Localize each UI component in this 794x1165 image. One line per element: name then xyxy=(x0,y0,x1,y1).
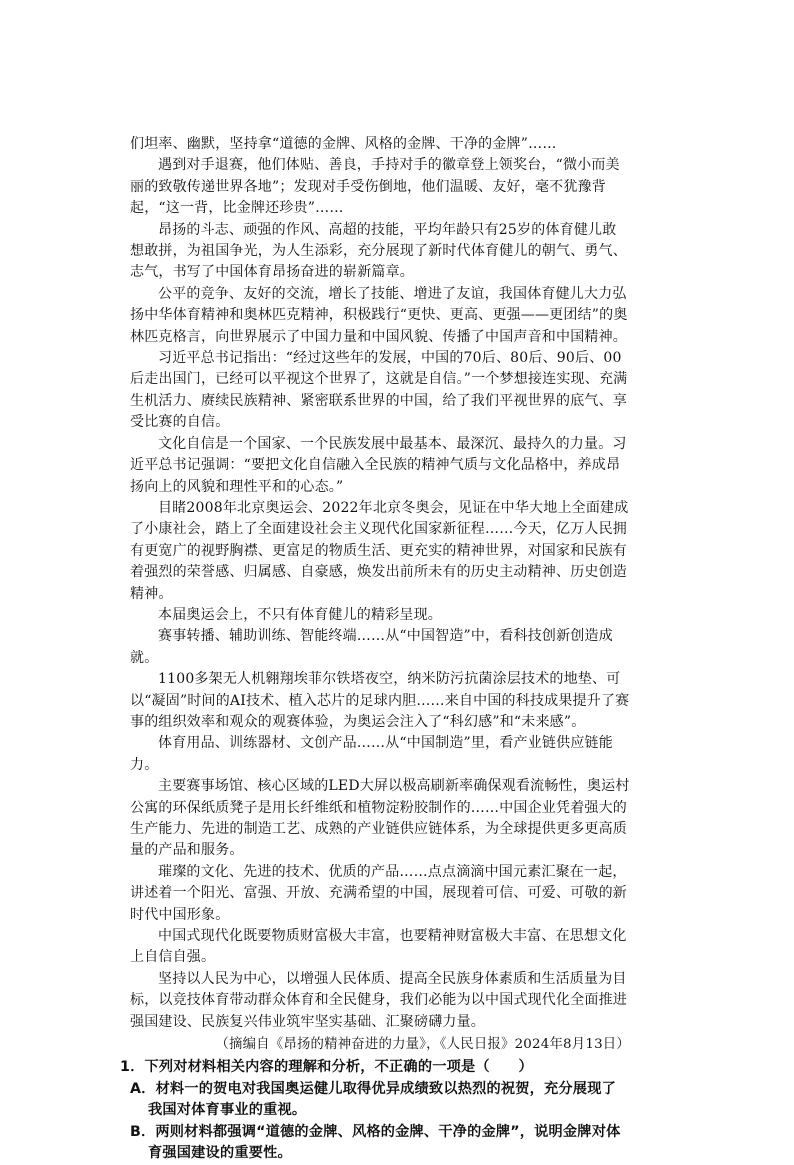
paragraph-7: 目睹2008年北京奥运会、2022年北京冬奥会，见证在中华大地上全面建成了小康社会，踏上了全面建设社会主义现代化国家新征程……今天，亿万人民拥有更宽广的视野胸襟、更富足的物质生活、更充实的精神世界，对国家和民族有着强烈的荣誉感、归属感、自豪感，焕发出前所未有的历史主动精神、历史创造精神。 xyxy=(130,499,629,602)
paragraph-1: 们坦率、幽默，坚持拿“道德的金牌、风格的金牌、干净的金牌”…… xyxy=(130,136,557,152)
paragraph-9: 赛事转播、辅助训练、智能终端……从“中国智造”中，看科技创新创造成就。 xyxy=(130,628,613,666)
paragraph-14: 中国式现代化既要物质财富极大丰富，也要精神财富极大丰富、在思想文化上自信自强。 xyxy=(130,928,627,966)
passage-text xyxy=(120,134,630,1165)
paragraph-4: 公平的竞争、友好的交流，增长了技能、增进了友谊，我国体育健儿大力弘扬中华体育精神和奥林匹克精神，积极践行“更快、更高、更强——更团结”的奥林匹克格言，向世界展示了中国力量和中国风貌、传播了中国声音和中国精神。 xyxy=(130,285,628,345)
paragraph-11: 体育用品、训练器材、文创产品……从“中国制造”里，看产业链供应链能力。 xyxy=(130,735,613,773)
paragraph-10: 1100多架无人机翱翔埃菲尔铁塔夜空，纳米防污抗菌涂层技术的地垫、可以“凝固”时间的AI技术、植入芯片的足球内胆……来自中国的科技成果提升了赛事的组织效率和观众的观赛体验，为奥运会注入了“科幻感”和“未来感”。 xyxy=(130,671,630,730)
question-stem: 1．下列对材料相关内容的理解和分析，不正确的一项是（ ） xyxy=(120,1059,533,1076)
paragraph-15: 坚持以人民为中心，以增强人民体质、提高全民族身体素质和生活质量为目标，以竞技体育带动群众体育和全民健身，我们必能为以中国式现代化全面推进强国建设、民族复兴伟业筑牢坚实基础、汇聚磅礴力量。 xyxy=(130,970,627,1030)
option-a: A．材料一的贺电对我国奥运健儿取得优异成绩致以热烈的祝贺，充分展现了我国对体育事业的重视。 xyxy=(130,1080,616,1119)
option-b: B．两则材料都强调“道德的金牌、风格的金牌、干净的金牌”，说明金牌对体育强国建设的重要性。 xyxy=(130,1123,621,1162)
paragraph-3: 昂扬的斗志、顽强的作风、高超的技能，平均年龄只有25岁的体育健儿敢想敢拼，为祖国争光，为人生添彩，充分展现了新时代体育健儿的朝气、勇气、志气，书写了中国体育昂扬奋进的崭新篇章。 xyxy=(130,221,627,281)
paragraph-8: 本届奥运会上，不只有体育健儿的精彩呈现。 xyxy=(158,606,442,623)
paragraph-2: 遇到对手退赛，他们体贴、善良，手持对手的徽章登上领奖台，“微小而美丽的致敬传递世界各地”；发现对手受伤倒地，他们温暖、友好，毫不犹豫背起，“这一背，比金牌还珍贵”…… xyxy=(130,157,620,217)
paragraph-12: 主要赛事场馆、核心区域的LED大屏以极高刷新率确保观看流畅性，奥运村公寓的环保纸质凳子是用长纤维纸和植物淀粉胶制作的……中国企业凭着强大的生产能力、先进的制造工艺、成熟的产业链供应链体系，为全球提供更多更高质量的产品和服务。 xyxy=(130,778,630,859)
source-citation: （摘编自《昂扬的精神奋进的力量》，《人民日报》2024年8月13日） xyxy=(215,1037,630,1053)
paragraph-13: 璀璨的文化、先进的技术、优质的产品……点点滴滴中国元素汇聚在一起，讲述着一个阳光、富强、开放、充满希望的中国，展现着可信、可爱、可敬的新时代中国形象。 xyxy=(130,863,627,923)
paragraph-5: 习近平总书记指出：“经过这些年的发展，中国的70后、80后、90后、00后走出国门，已经可以平视这个世界了，这就是自信。”一个梦想接连实现、充满生机活力、赓续民族精神、紧密联系世界的中国，给了我们平视世界的底气、享受比赛的自信。 xyxy=(130,350,628,431)
paragraph-6: 文化自信是一个国家、一个民族发展中最基本、最深沉、最持久的力量。习近平总书记强调：“要把文化自信融入全民族的精神气质与文化品格中，养成昂扬向上的风貌和理性平和的心态。” xyxy=(130,435,627,495)
